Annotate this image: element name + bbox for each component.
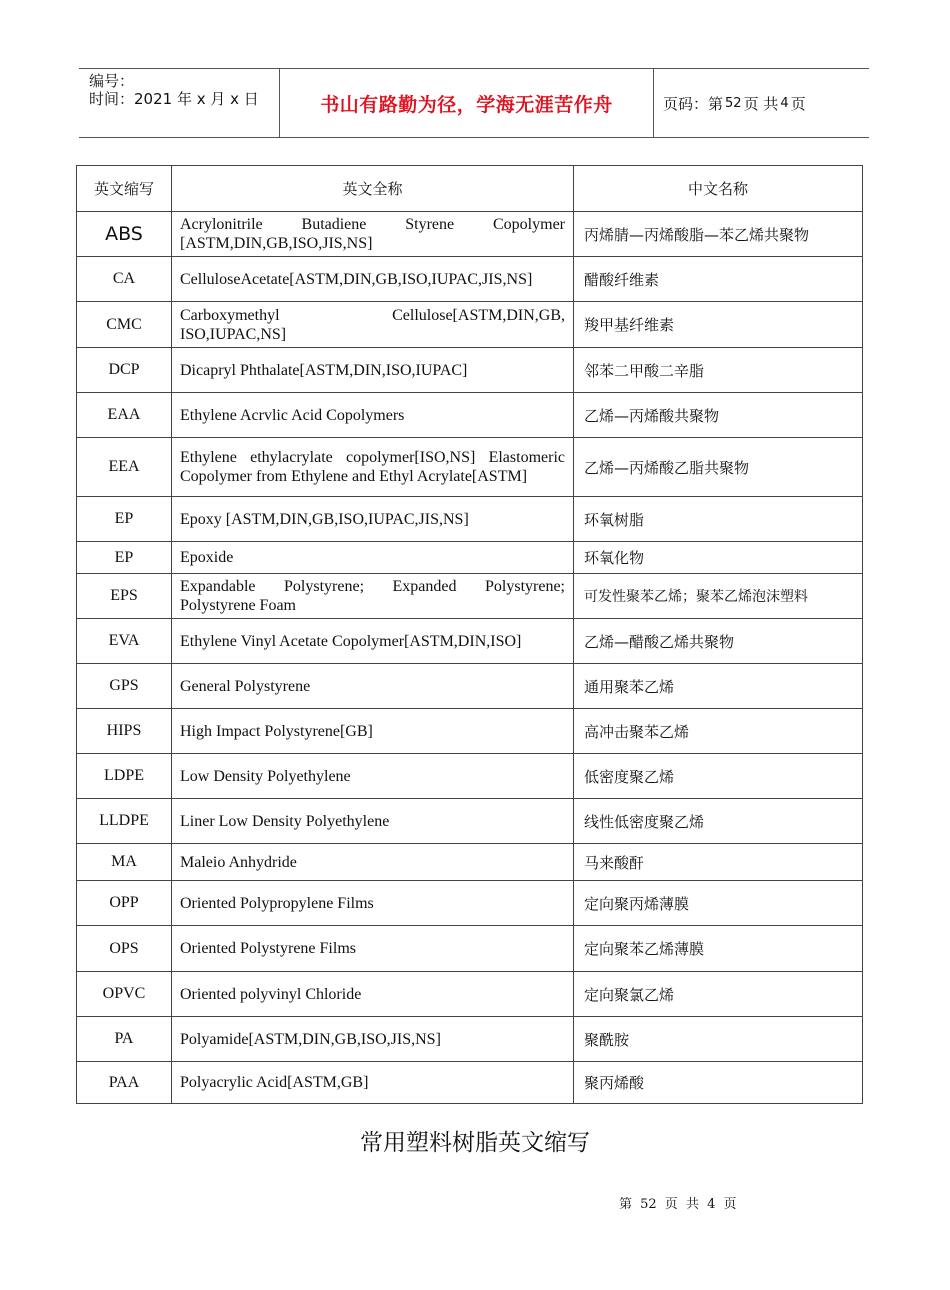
abbr-cell: LLDPE (77, 799, 172, 844)
table-row (77, 438, 863, 497)
abbr-cell: GPS (77, 664, 172, 709)
full-name-cell: Ethylene Acrvlic Acid Copolymers (172, 393, 574, 438)
abbr-cell: OPS (77, 926, 172, 972)
chinese-name-cell: 低密度聚乙烯 (574, 754, 863, 799)
abbr-cell: EP (77, 497, 172, 542)
chinese-name-cell: 乙烯—醋酸乙烯共聚物 (574, 619, 863, 664)
table-row (77, 709, 863, 754)
motto: 书山有路勤为径，学海无涯苦作舟 (280, 69, 654, 137)
abbr-cell: CMC (77, 302, 172, 348)
number-label: 编号： (89, 72, 135, 90)
full-name-cell: Acrylonitrile Butadiene Styrene Copolymer [ASTM,DIN,GB,ISO,JIS,NS] (172, 212, 574, 257)
chinese-name-cell: 环氧化物 (574, 542, 863, 574)
abbr-cell: HIPS (77, 709, 172, 754)
full-name-cell: High Impact Polystyrene[GB] (172, 709, 574, 754)
table-row (77, 348, 863, 393)
abbr-cell: OPVC (77, 972, 172, 1017)
chinese-name-cell: 定向聚苯乙烯薄膜 (574, 926, 863, 972)
table-row (77, 212, 863, 257)
chinese-name-cell: 马来酸酐 (574, 844, 863, 881)
date-line: 时间：2021 年 x 月 x 日 (89, 90, 259, 108)
table-row (77, 619, 863, 664)
table-row (77, 542, 863, 574)
full-name-cell: Oriented Polystyrene Films (172, 926, 574, 972)
chinese-name-cell: 醋酸纤维素 (574, 257, 863, 302)
chinese-name-cell: 乙烯—丙烯酸乙脂共聚物 (574, 438, 863, 497)
table-row (77, 881, 863, 926)
abbr-cell: CA (77, 257, 172, 302)
table-row (77, 754, 863, 799)
chinese-name-cell: 聚酰胺 (574, 1017, 863, 1062)
abbr-cell: OPP (77, 881, 172, 926)
table-row (77, 844, 863, 881)
column-header-cn: 中文名称 (574, 166, 863, 212)
full-name-cell: Epoxy [ASTM,DIN,GB,ISO,IUPAC,JIS,NS] (172, 497, 574, 542)
abbreviation-table (76, 165, 863, 1104)
page-mid: 页 共 (743, 94, 779, 113)
chinese-name-cell: 乙烯—丙烯酸共聚物 (574, 393, 863, 438)
page-suffix: 页 (790, 94, 806, 113)
full-name-cell: Maleio Anhydride (172, 844, 574, 881)
abbr-cell: EAA (77, 393, 172, 438)
chinese-name-cell: 丙烯腈—丙烯酸脂—苯乙烯共聚物 (574, 212, 863, 257)
abbr-cell: MA (77, 844, 172, 881)
header-meta (79, 69, 280, 137)
abbr-cell: LDPE (77, 754, 172, 799)
abbr-cell: EEA (77, 438, 172, 497)
chinese-name-cell: 通用聚苯乙烯 (574, 664, 863, 709)
table-header-row (77, 166, 863, 212)
full-name-cell: Epoxide (172, 542, 574, 574)
page-indicator (654, 69, 869, 137)
table-row (77, 972, 863, 1017)
column-header-abbr: 英文缩写 (77, 166, 172, 212)
chinese-name-cell: 高冲击聚苯乙烯 (574, 709, 863, 754)
full-name-cell: Oriented polyvinyl Chloride (172, 972, 574, 1017)
full-name-cell: Expandable Polystyrene; Expanded Polystyrene; Polystyrene Foam (172, 574, 574, 619)
chinese-name-cell: 定向聚氯乙烯 (574, 972, 863, 1017)
full-name-cell: General Polystyrene (172, 664, 574, 709)
chinese-name-cell: 定向聚丙烯薄膜 (574, 881, 863, 926)
abbr-cell: PA (77, 1017, 172, 1062)
page-footer: 第 52 页 共 4 页 (619, 1197, 737, 1212)
table-row (77, 302, 863, 348)
table-row (77, 393, 863, 438)
full-name-cell: Liner Low Density Polyethylene (172, 799, 574, 844)
abbr-cell: EPS (77, 574, 172, 619)
chinese-name-cell: 环氧树脂 (574, 497, 863, 542)
table-row (77, 574, 863, 619)
full-name-cell: CelluloseAcetate[ASTM,DIN,GB,ISO,IUPAC,JIS,NS] (172, 257, 574, 302)
column-header-full: 英文全称 (172, 166, 574, 212)
table-row (77, 664, 863, 709)
page-header (79, 68, 869, 138)
table-row (77, 799, 863, 844)
table-row (77, 1017, 863, 1062)
full-name-cell: Carboxymethyl Cellulose[ASTM,DIN,GB, ISO,IUPAC,NS] (172, 302, 574, 348)
full-name-cell: Ethylene ethylacrylate copolymer[ISO,NS] Elastomeric Copolymer from Ethylene and Ethyl Acrylate[ASTM] (172, 438, 574, 497)
abbr-cell: DCP (77, 348, 172, 393)
full-name-cell: Low Density Polyethylene (172, 754, 574, 799)
table-row (77, 497, 863, 542)
chinese-name-cell: 线性低密度聚乙烯 (574, 799, 863, 844)
page-prefix: 页码：第 (663, 94, 724, 113)
abbr-cell: EP (77, 542, 172, 574)
full-name-cell: Dicapryl Phthalate[ASTM,DIN,ISO,IUPAC] (172, 348, 574, 393)
document-title: 常用塑料树脂英文缩写 (360, 1130, 590, 1156)
chinese-name-cell: 羧甲基纤维素 (574, 302, 863, 348)
table-row (77, 926, 863, 972)
chinese-name-cell: 聚丙烯酸 (574, 1062, 863, 1104)
abbr-cell: PAA (77, 1062, 172, 1104)
full-name-cell: Ethylene Vinyl Acetate Copolymer[ASTM,DIN,ISO] (172, 619, 574, 664)
full-name-cell: Polyamide[ASTM,DIN,GB,ISO,JIS,NS] (172, 1017, 574, 1062)
table-row (77, 1062, 863, 1104)
abbr-cell: ABS (77, 212, 172, 257)
full-name-cell: Oriented Polypropylene Films (172, 881, 574, 926)
page-total: 4 (780, 95, 789, 111)
chinese-name-cell: 邻苯二甲酸二辛脂 (574, 348, 863, 393)
chinese-name-cell: 可发性聚苯乙烯；聚苯乙烯泡沫塑料 (574, 574, 863, 619)
full-name-cell: Polyacrylic Acid[ASTM,GB] (172, 1062, 574, 1104)
table-row (77, 257, 863, 302)
abbr-cell: EVA (77, 619, 172, 664)
page-current: 52 (725, 95, 742, 111)
